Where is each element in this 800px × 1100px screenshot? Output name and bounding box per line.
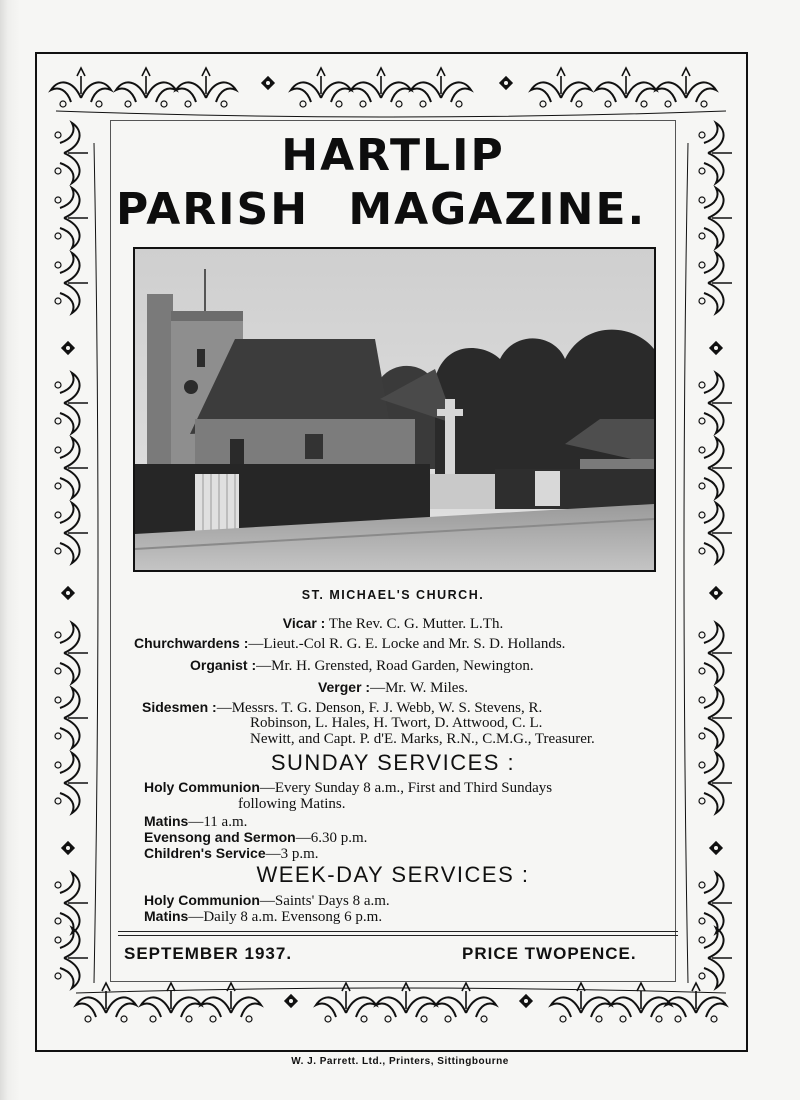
price: PRICE TWOPENCE. <box>462 944 637 963</box>
sidesmen-value-1: —Messrs. T. G. Denson, F. J. Webb, W. S. Stevens, R. <box>216 700 543 716</box>
evensong-label: Evensong and Sermon <box>144 829 296 845</box>
sidesmen-line2: Robinson, L. Hales, H. Twort, D. Attwood, C. L. <box>250 715 543 731</box>
vicar-value: The Rev. C. G. Mutter. L.Th. <box>328 616 504 632</box>
churchwardens-label: Churchwardens : <box>134 635 249 651</box>
childrens-service-value: —3 p.m. <box>265 846 319 862</box>
sunday-matins-value: —11 a.m. <box>188 814 248 830</box>
sunday-holy-communion-value: —Every Sunday 8 a.m., First and Third Sundays <box>259 780 553 796</box>
verger-line <box>110 678 676 697</box>
church-illustration <box>135 249 654 570</box>
magazine-title-line1: HARTLIP <box>281 130 505 181</box>
childrens-service-line <box>144 844 319 863</box>
verger-value: —Mr. W. Miles. <box>370 680 469 696</box>
weekday-matins-line <box>144 907 382 926</box>
weekday-matins-label: Matins <box>144 908 189 924</box>
organist-label: Organist : <box>190 657 257 673</box>
churchwardens-line <box>134 634 565 653</box>
photo-caption: ST. MICHAEL'S CHURCH. <box>301 588 485 602</box>
sunday-holy-communion-label: Holy Communion <box>144 779 260 795</box>
weekday-matins-value: —Daily 8 a.m. Evensong 6 p.m. <box>188 909 383 925</box>
church-photo <box>133 247 656 572</box>
sidesmen-label: Sidesmen : <box>142 699 217 715</box>
churchwardens-value: —Lieut.-Col R. G. E. Locke and Mr. S. D. Hollands. <box>248 636 566 652</box>
verger-label: Verger : <box>317 679 371 695</box>
magazine-title-line2: PARISH MAGAZINE. <box>116 184 647 235</box>
footer-rule-top <box>118 931 678 932</box>
vicar-line <box>110 614 676 633</box>
organist-line <box>190 656 534 675</box>
vicar-label: Vicar : <box>282 615 326 631</box>
sunday-matins-label: Matins <box>144 813 189 829</box>
organist-value: —Mr. H. Grensted, Road Garden, Newington. <box>256 658 534 674</box>
weekday-holy-communion-value: —Saints' Days 8 a.m. <box>259 893 390 909</box>
footer-rule-bottom <box>118 935 678 936</box>
sidesmen-line3: Newitt, and Capt. P. d'E. Marks, R.N., C.M.G., Treasurer. <box>250 731 595 747</box>
evensong-value: —6.30 p.m. <box>295 830 368 846</box>
weekday-services-heading: WEEK-DAY SERVICES : <box>256 862 530 887</box>
sunday-holy-communion-line <box>144 778 552 797</box>
childrens-service-label: Children's Service <box>144 845 266 861</box>
printer-imprint: W. J. Parrett. Ltd., Printers, Sittingbourne <box>291 1056 509 1067</box>
sunday-holy-communion-line2: following Matins. <box>238 796 346 812</box>
weekday-holy-communion-label: Holy Communion <box>144 892 260 908</box>
sunday-services-heading: SUNDAY SERVICES : <box>270 750 516 775</box>
issue-date: SEPTEMBER 1937. <box>124 944 293 963</box>
